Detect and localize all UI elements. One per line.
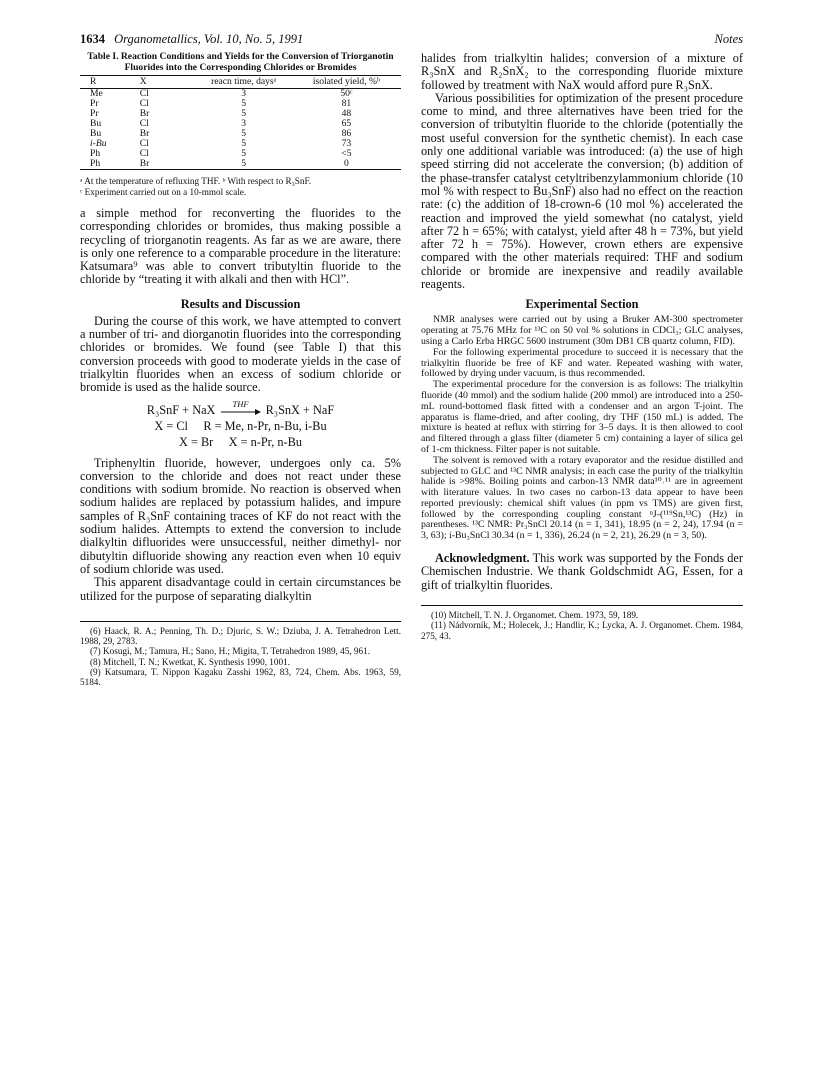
right-column xyxy=(421,52,743,1052)
intro-paragraph: a simple method for reconverting the fluorides to the corresponding chlorides or bromides, thus making possible a recycling of triorganotin reagents. As far as we are aware, there is only one reference to a comparable procedure in the literature: Katsumara⁹ was able to convert tributyltin fluoride to the chloride by “treating it with alkali and then with HCl”. xyxy=(80,206,401,287)
experimental-heading: Experimental Section xyxy=(525,297,639,312)
table-cell: 0 xyxy=(344,158,349,169)
experimental-paragraph: NMR analyses were carried out by using a Bruker AM-300 spectrometer operating at 75.76 MHz for ¹³C on 50 vol % solutions in CDCl₃; GLC analyses, using a Carlo Erba HRGC 5600 instrument (30m DB1 CB quartz column, FID). xyxy=(421,314,743,347)
experimental-paragraph: The solvent is removed with a rotary evaporator and the residue distilled and subjected to GLC and ¹³C NMR analysis; in each case the purity of the trialkyltin halide is >98%. Boiling points and carbon-13 NMR data¹⁰˒¹¹ are in agreement with literature values. In two cases no carbon-13 data appear to have been reported previously: chemical shift values (in ppm vs TMS) are given first, followed by the corresponding coupling constant ⁿJ-(¹¹⁹Sn,¹³C) (Hz) in parentheses. ¹³C NMR: Pr₃SnCl 20.14 (n = 1, 341), 18.95 (n = 2, 24), 17.94 (n = 3, 63); i-Bu₃SnCl 30.34 (n = 1, 336), 26.24 (n = 2, 21), 26.29 (n = 3, 50). xyxy=(421,454,743,542)
table-cell: Ph xyxy=(90,158,101,169)
table-cell: 50ᶜ xyxy=(340,88,353,99)
table-cell: 5 xyxy=(241,138,247,149)
reference: (6) Haack, R. A.; Penning, Th. D.; Djuric, S. W.; Dziuba, J. A. Tetrahedron Lett. 1988, 29, 2783. xyxy=(80,625,401,647)
equation-rhs: R₃SnX + NaF xyxy=(265,402,335,417)
table-cell: Cl xyxy=(139,98,149,109)
acknowledgment xyxy=(421,552,743,592)
table-cell: Pr xyxy=(90,98,99,109)
table-footnote: ᵃ At the temperature of refluxing THF. ᵇ With respect to R₃SnF. xyxy=(80,176,312,186)
table-cell: 5 xyxy=(241,98,247,109)
experimental-paragraph: For the following experimental procedure to succeed it is necessary that the trialkyltin fluoride be free of KF and water. Repeated washing with water, followed by drying under vacuum, is thus recommended. xyxy=(421,346,743,380)
table-cell: Bu xyxy=(90,118,102,129)
reference: (7) Kosugi, M.; Tamura, H.; Sano, H.; Migita, T. Tetrahedron 1989, 45, 961. xyxy=(90,646,371,657)
column-header: R xyxy=(80,76,138,89)
table-footnote: ᶜ Experiment carried out on a 10-mmol scale. xyxy=(80,186,247,197)
references-right xyxy=(421,605,743,641)
table-cell: 5 xyxy=(241,108,247,119)
table-cell: 5 xyxy=(241,158,247,169)
column-header: X xyxy=(138,76,196,89)
reference: (11) Nádvorník, M.; Holecek, J.; Handlir, K.; Lycka, A. J. Organomet. Chem. 1984, 275, 43. xyxy=(421,620,743,641)
table-cell: 81 xyxy=(341,98,352,109)
reference: (8) Mitchell, T. N.; Kwetkat, K. Synthesis 1990, 1001. xyxy=(90,656,290,667)
references-left xyxy=(80,621,401,688)
equation-condition: X = Cl R = Me, n-Pr, n-Bu, i-Bu xyxy=(154,418,327,433)
results-paragraph: During the course of this work, we have attempted to convert a number of tri- and diorganotin fluorides into the corresponding chlorides or bromides. We found (see Table I) that this conversion proceeds with good to moderate yields in the case of trialkyltin fluorides when an excess of sodium chloride or bromide is used as the halide source. xyxy=(80,313,401,395)
table-header-row xyxy=(80,76,401,89)
left-column xyxy=(80,52,401,1052)
acknowledgment-text: This work was supported by the Fonds der Chemischen Industrie. We thank Goldschmidt AG, Essen, for a gift of trialkyltin fluorides. xyxy=(421,551,743,592)
table-cell: 5 xyxy=(241,148,247,159)
table-cell: <5 xyxy=(341,148,352,159)
table-caption: Table I. Reaction Conditions and Yields for the Conversion of Triorganotin Fluorides into the Corresponding Chlorides or Bromides xyxy=(87,51,394,73)
table-cell: Br xyxy=(139,158,150,169)
column-header: reacn time, daysᵃ xyxy=(196,76,292,89)
reference: (9) Katsumara, T. Nippon Kagaku Zasshi 1962, 83, 724, Chem. Abs. 1963, 59, 5184. xyxy=(80,667,401,688)
table-cell: Cl xyxy=(139,138,149,149)
reference: (10) Mitchell, T. N. J. Organomet. Chem. 1973, 59, 189. xyxy=(431,609,639,620)
body-paragraph: Various possibilities for optimization of the present procedure come to mind, and three alternatives have been tried for the conversion of tributyltin fluoride to the chloride (potentially the most useful conversion for the synthetic chemist). In each case only one additional variable was introduced: (a) the use of high speed stirring did not accelerate the conversion; (b) addition of the phase-transfer catalyst cetyltribenzylammonium chloride (10 mol % with respect to Bu₃SnF) also had no effect on the reaction rate: (c) the addition of 18-crown-6 (10 mol %) accelerated the reaction and improved the yield somewhat (no catalyst, yield after 72 h = 65%; with catalyst, yield after 48 h = 73%, but yield after 72 h = 75%). However, crown ethers are expensive compared with the other materials required: THF and sodium chloride or bromide are inexpensive and readily available reagents. xyxy=(421,90,743,292)
table-cell: Me xyxy=(90,88,103,99)
body-paragraph: halides from trialkyltin halides; conversion of a mixture of R₃SnX and R₂SnX₂ to the corresponding fluoride mixture followed by treatment with NaX would afford pure R₃SnX. xyxy=(421,51,743,92)
results-heading: Results and Discussion xyxy=(180,296,301,311)
page-number: 1634 xyxy=(80,32,105,46)
table-cell: Br xyxy=(139,108,150,119)
experimental-paragraph: The experimental procedure for the conversion is as follows: The trialkyltin fluoride (40 mmol) and the sodium halide (200 mmol) are introduced into a 250-mL round-bottomed flask fitted with a condenser and an argon T-joint. The apparatus is flame-dried, and after cooling, dry THF (150 mL) is added. The mixture is heated at reflux with stirring for 3–5 days. It is then allowed to cool and filtered through a glass filter (diameter 5 cm) containing a layer of silica gel of 1-cm thickness. Filter paper is not suitable. xyxy=(421,379,743,455)
running-head xyxy=(80,31,743,47)
table-cell: 65 xyxy=(341,118,352,129)
journal-citation: Organometallics, Vol. 10, No. 5, 1991 xyxy=(114,32,304,46)
results-paragraph: Triphenyltin fluoride, however, undergoes only ca. 5% conversion to the chloride and does not react under these conditions with sodium bromide. No reaction is observed when sodium halides are replaced by potassium halides, and impure samples of R₃SnF containing traces of KF do not react with the sodium halides. Attempts to extend the conversion to include dialkyltin difluorides were unsuccessful, neither dimethyl- nor dibutyltin difluoride showing any reaction even when 10 equiv of sodium chloride was used. xyxy=(80,455,401,576)
table-cell: Br xyxy=(139,128,150,139)
equation-lhs: R₃SnF + NaX xyxy=(146,402,216,417)
yields-table xyxy=(80,75,401,170)
acknowledgment-label: Acknowledgment. xyxy=(435,551,530,566)
table-cell: 3 xyxy=(241,118,247,129)
table-cell: 73 xyxy=(341,138,352,149)
table-cell: Cl xyxy=(139,88,149,99)
table-cell: 86 xyxy=(341,128,352,139)
section-label: Notes xyxy=(714,32,743,46)
table-cell: 5 xyxy=(241,128,247,139)
table-cell: 48 xyxy=(341,108,352,119)
table-cell: Cl xyxy=(139,118,149,129)
table-cell: Cl xyxy=(139,148,149,159)
table-cell: Bu xyxy=(90,128,102,139)
reaction-equation xyxy=(80,398,401,450)
results-paragraph: This apparent disadvantage could in certain circumstances be utilized for the purpose of separating dialkyltin xyxy=(80,575,401,603)
equation-condition: X = Br X = n-Pr, n-Bu xyxy=(178,434,303,449)
equation-line xyxy=(80,398,401,418)
arrow-label: THF xyxy=(232,398,249,409)
table-row xyxy=(80,159,401,170)
table-cell: Ph xyxy=(90,148,101,159)
column-header: isolated yield, %ᵇ xyxy=(292,76,401,89)
reaction-arrow-icon xyxy=(221,398,261,417)
table-cell: Pr xyxy=(90,108,99,119)
table-cell: i-Bu xyxy=(90,138,107,149)
table-cell: 3 xyxy=(241,88,247,99)
